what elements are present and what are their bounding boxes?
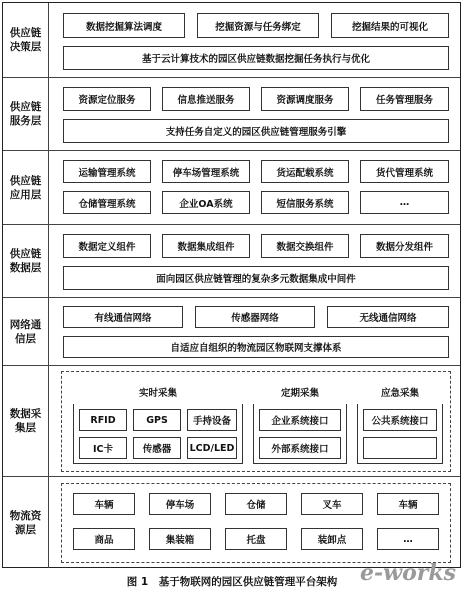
layer-label: 网络通信层 [3, 298, 49, 365]
diagram-box: 任务管理服务 [360, 87, 449, 111]
collection-item: 传感器 [133, 437, 181, 459]
layer-service [3, 78, 460, 151]
layer-label: 物流资源层 [3, 477, 49, 568]
diagram-box: 货代管理系统 [360, 160, 449, 183]
diagram-box: 货运配载系统 [261, 160, 349, 183]
architecture-diagram [2, 2, 461, 568]
collection-item: RFID [79, 409, 127, 431]
diagram-box: 资源调度服务 [261, 87, 349, 111]
layer-summary: 面向园区供应链管理的复杂多元数据集成中间件 [63, 266, 449, 290]
collection-item [363, 437, 437, 459]
group-title: 应急采集 [357, 379, 443, 404]
collection-item: GPS [133, 409, 181, 431]
resource-item: … [377, 528, 439, 550]
layer-label: 数据采集层 [3, 366, 49, 476]
layer-summary: 自适应自组织的物流园区物联网支撑体系 [63, 336, 449, 358]
diagram-box: 传感器网络 [195, 306, 315, 328]
diagram-box: 仓储管理系统 [63, 191, 151, 214]
diagram-box: 数据挖掘算法调度 [63, 13, 185, 38]
resource-item: 托盘 [225, 528, 287, 550]
layer-collection [3, 366, 460, 477]
layer-application [3, 151, 460, 225]
figure-caption: 图 1 基于物联网的园区供应链管理平台架构 [126, 576, 338, 588]
diagram-box: … [360, 191, 449, 214]
diagram-box: 短信服务系统 [261, 191, 349, 214]
layer-network [3, 298, 460, 366]
resource-item: 商品 [73, 528, 135, 550]
layer-summary: 支持任务自定义的园区供应链管理服务引擎 [63, 119, 449, 143]
collection-item: 外部系统接口 [259, 437, 341, 459]
diagram-box: 运输管理系统 [63, 160, 151, 183]
diagram-box: 挖掘资源与任务绑定 [197, 13, 319, 38]
diagram-box: 挖掘结果的可视化 [331, 13, 449, 38]
layer-data [3, 225, 460, 298]
resource-item: 车辆 [377, 493, 439, 515]
diagram-box: 资源定位服务 [63, 87, 151, 111]
resource-item: 装卸点 [301, 528, 363, 550]
diagram-box: 数据定义组件 [63, 234, 151, 258]
layer-label: 供应链应用层 [3, 151, 49, 224]
resource-item: 叉车 [301, 493, 363, 515]
resource-item: 集装箱 [149, 528, 211, 550]
diagram-box: 企业OA系统 [162, 191, 250, 214]
diagram-box: 数据交换组件 [261, 234, 349, 258]
resource-item: 停车场 [149, 493, 211, 515]
layer-label: 供应链服务层 [3, 78, 49, 150]
resource-item: 车辆 [73, 493, 135, 515]
diagram-box: 数据集成组件 [162, 234, 250, 258]
diagram-box: 停车场管理系统 [162, 160, 250, 183]
layer-label: 供应链数据层 [3, 225, 49, 297]
collection-item: 公共系统接口 [363, 409, 437, 431]
watermark-logo: e-works [360, 560, 456, 586]
diagram-box: 有线通信网络 [63, 306, 183, 328]
diagram-box: 无线通信网络 [327, 306, 449, 328]
layer-decision [3, 3, 460, 78]
diagram-box: 数据分发组件 [360, 234, 449, 258]
collection-item: 企业系统接口 [259, 409, 341, 431]
layer-label: 供应链决策层 [3, 3, 49, 77]
diagram-box: 信息推送服务 [162, 87, 250, 111]
group-title: 定期采集 [253, 379, 347, 404]
layer-resources [3, 477, 460, 568]
group-title: 实时采集 [73, 379, 243, 404]
layer-summary: 基于云计算技术的园区供应链数据挖掘任务执行与优化 [63, 46, 449, 70]
collection-item: 手持设备 [187, 409, 237, 431]
collection-item: IC卡 [79, 437, 127, 459]
collection-item: LCD/LED [187, 437, 237, 459]
resource-item: 仓储 [225, 493, 287, 515]
